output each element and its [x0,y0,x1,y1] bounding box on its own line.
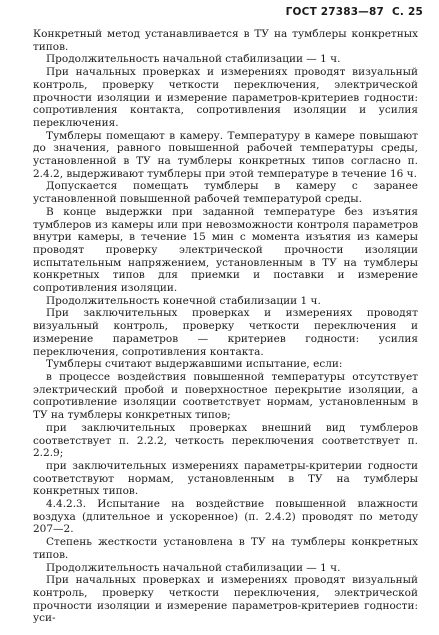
paragraph: Степень жесткости установлена в ТУ на тумблеры конкретных типов. [33,536,418,561]
paragraph: Продолжительность начальной стабилизации — 1 ч. [46,561,341,574]
paragraph: при заключительных проверках внешний вид тумблеров соответствует п. 2.2.2, четкость переключения соответствует п. 2.2.9; [33,421,418,460]
paragraph: При заключительных проверках и измерениях проводят визуальный контроль, проверку четкости переключения и измерение параметров — критериев годности: усилия переключения, сопротивления контакта. [33,307,418,358]
paragraph: Конкретный метод устанавливается в ТУ на тумблеры конкретных типов. [33,28,418,53]
page-header [286,6,423,18]
page-number: С. 25 [392,6,423,18]
paragraph: При начальных проверках и измерениях проводят визуальный контроль, проверку четкости переключения, электрической прочности изоляции и измерение параметров-критериев годности: сопротивления контакта, сопротивления изоляции и усилия переключения. [33,66,418,129]
paragraph: Продолжительность конечной стабилизации 1 ч. [46,294,321,307]
paragraph: Тумблеры считают выдержавшими испытание, если: [46,358,343,371]
paragraph: Допускается помещать тумблеры в камеру с заранее установленной повышенной рабочей температурой среды. [33,180,418,206]
standard-number: ГОСТ 27383—87 [285,6,385,18]
paragraph: в процессе воздействия повышенной температуры отсутствует электрический пробой и поверхностное перекрытие изоляции, а сопротивление изоляции соответствует нормам, установленным в ТУ на тумблеры конкретных типов; [33,370,418,422]
paragraph: В конце выдержки при заданной температуре без изъятия тумблеров из камеры или при невозможности контроля параметров внутри камеры, в течение 15 мин с момента изъятия из камеры проводят проверку электрической прочности изоляции испытательным напряжением, установленным в ТУ на тумблеры конкретных типов для приемки и поставки и измерение сопротивления изоляции. [33,205,418,295]
paragraph: 4.4.2.3. Испытание на воздействие повышенной влажности воздуха (длительное и ускоренное) (п. 2.4.2) проводят по методу 207—2. [33,498,418,536]
paragraph: Продолжительность начальной стабилизации — 1 ч. [46,53,341,66]
paragraph: Тумблеры помещают в камеру. Температуру в камере повышают до значения, равного повышенной рабочей температуры среды, установленной в ТУ на тумблеры конкретных типов согласно п. 2.4.2, выдерживают тумблеры при этой температуре в течение 16 ч. [33,129,418,180]
paragraph: При начальных проверках и измерениях проводят визуальный контроль, проверку четкости переключения, электрической прочности изоляции и измерение параметров-критериев годности: уси- [33,574,418,625]
paragraph: при заключительных измерениях параметры-критерии годности соответствуют нормам, установленным в ТУ на тумблеры конкретных типов. [33,459,418,498]
body-text [33,28,418,625]
